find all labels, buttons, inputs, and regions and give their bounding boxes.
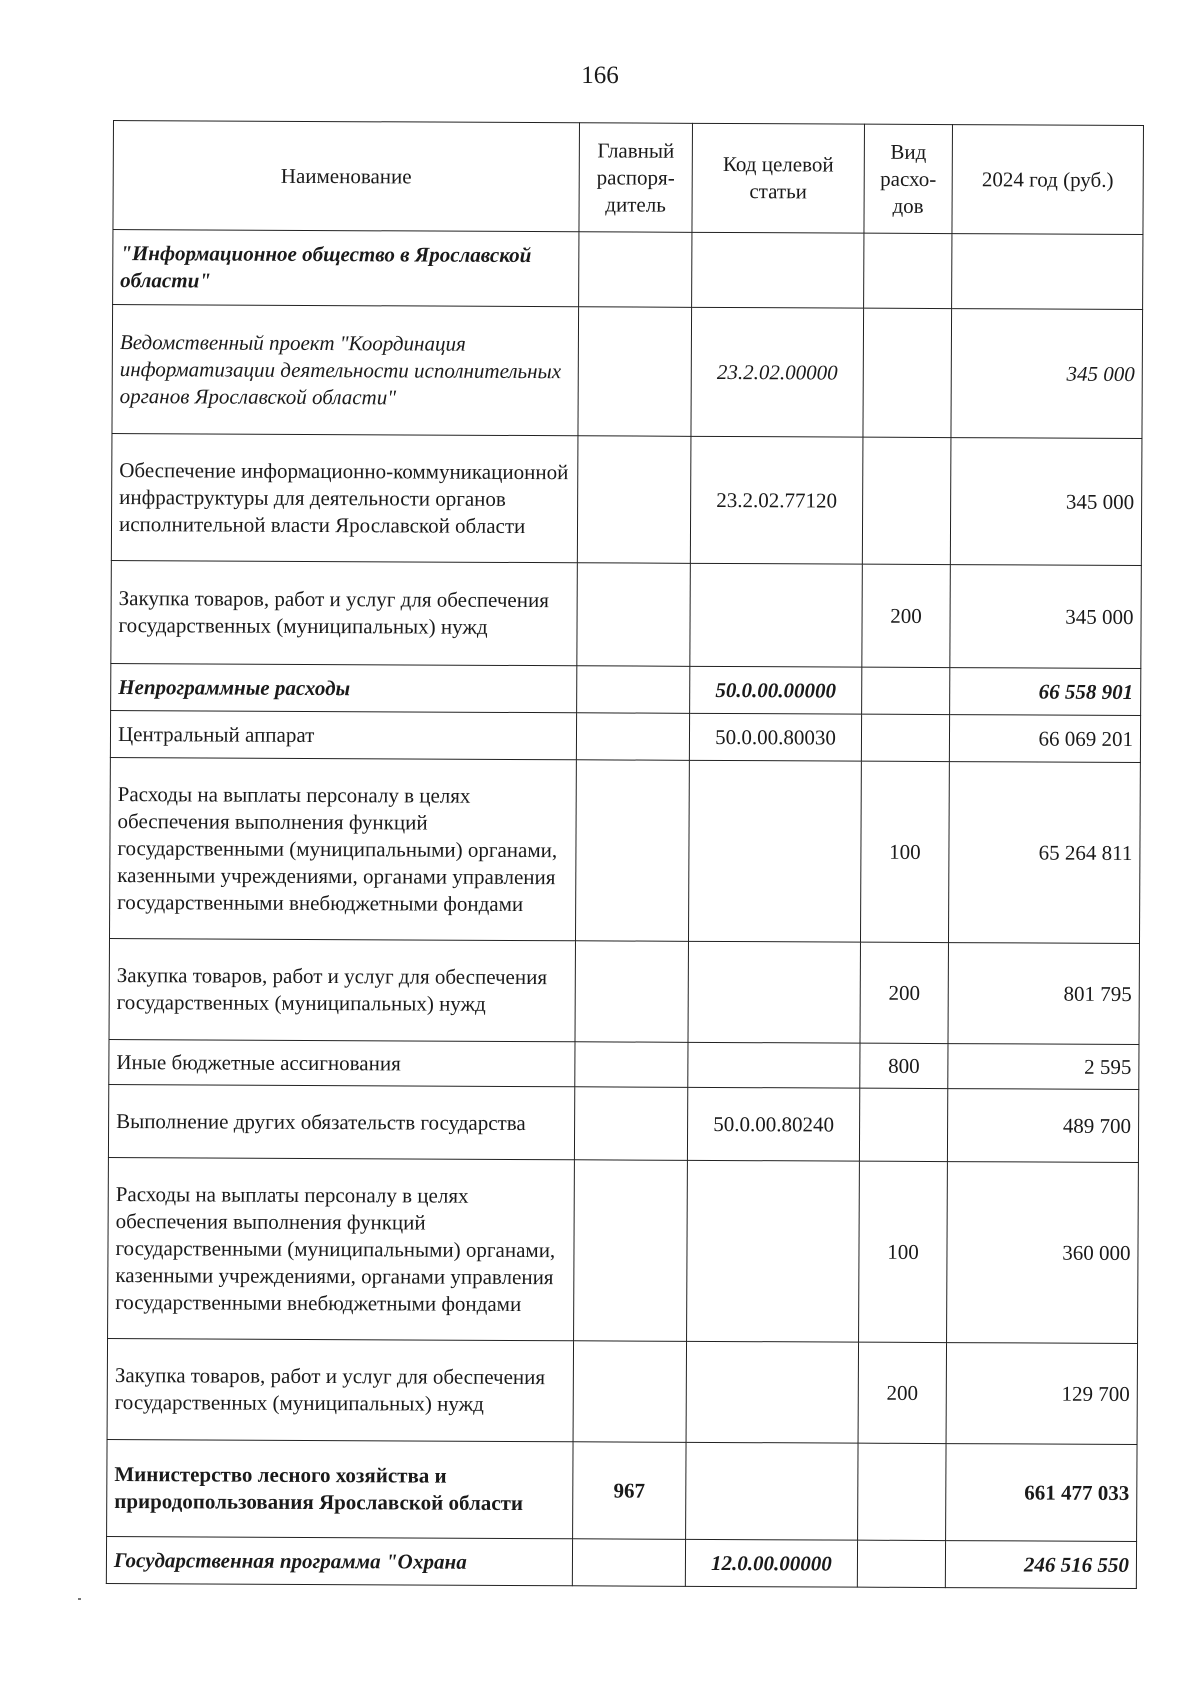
table-row (112, 305, 1143, 439)
cell-target-code: 50.0.00.00000 (690, 666, 862, 714)
cell-amount: 661 477 033 (946, 1444, 1137, 1542)
cell-main-manager (575, 941, 688, 1043)
header-amount-2024: 2024 год (руб.) (952, 125, 1144, 235)
cell-amount: 345 000 (950, 438, 1142, 566)
cell-main-manager (575, 760, 689, 942)
table-row (106, 1536, 1136, 1588)
table-row (111, 663, 1141, 715)
cell-name: Непрограммные расходы (111, 663, 577, 712)
page-number: 166 (581, 62, 619, 89)
cell-target-code: 50.0.00.80030 (689, 713, 861, 761)
cell-expense-kind (862, 667, 950, 714)
cell-expense-kind (864, 233, 952, 308)
cell-name: Центральный аппарат (110, 710, 576, 759)
cell-target-code: 23.2.02.77120 (690, 436, 863, 564)
cell-target-code (692, 232, 864, 308)
table-row (107, 1338, 1137, 1444)
header-name: Наименование (113, 121, 580, 232)
cell-amount: 66 069 201 (949, 715, 1140, 763)
cell-expense-kind: 200 (860, 942, 948, 1043)
cell-amount: 65 264 811 (948, 762, 1140, 944)
cell-target-code (686, 1442, 858, 1540)
cell-amount: 801 795 (948, 943, 1139, 1045)
cell-name: Иные бюджетные ассигнования (109, 1039, 575, 1086)
table-row (109, 1039, 1139, 1089)
cell-amount: 129 700 (946, 1343, 1137, 1445)
cell-amount: 2 595 (948, 1044, 1139, 1090)
cell-main-manager: 967 (573, 1442, 686, 1540)
header-target-code: Код целевой статьи (692, 123, 865, 233)
table-row (108, 1157, 1139, 1343)
cell-target-code (687, 1160, 860, 1342)
cell-main-manager (572, 1539, 685, 1587)
cell-name: Обеспечение информационно-коммуникационной инфраструктуры для деятельности органов исполнительной власти Ярославской области (111, 433, 578, 562)
cell-main-manager (577, 436, 691, 564)
cell-amount: 345 000 (950, 565, 1142, 669)
cell-name: Государственная программа "Охрана (106, 1536, 572, 1585)
cell-target-code (688, 1042, 860, 1088)
cell-target-code (688, 941, 860, 1043)
cell-target-code: 12.0.00.00000 (685, 1539, 857, 1587)
cell-main-manager (575, 1042, 688, 1088)
cell-expense-kind: 100 (860, 761, 949, 942)
cell-target-code: 23.2.02.00000 (691, 307, 864, 437)
budget-table (106, 120, 1144, 1589)
cell-name: Расходы на выплаты персоналу в целях обеспечения выполнения функций государственными (муниципальными) органами, казенными учреждениями, органами управления государственными внебюджетными фондами (108, 1157, 575, 1340)
header-main-manager: Главный распоря-дитель (579, 123, 693, 233)
header-expense-kind: Вид расхо-дов (864, 124, 953, 233)
cell-main-manager (573, 1341, 686, 1443)
cell-expense-kind: 800 (860, 1043, 948, 1088)
cell-amount (952, 234, 1143, 310)
cell-amount: 246 516 550 (945, 1541, 1136, 1589)
table-row (113, 230, 1143, 310)
cell-main-manager (576, 713, 689, 761)
table-row (107, 1439, 1137, 1541)
cell-main-manager (574, 1160, 688, 1342)
cell-expense-kind: 100 (859, 1161, 948, 1342)
cell-amount: 345 000 (951, 309, 1143, 439)
table-row (110, 710, 1140, 762)
table-row (108, 1084, 1138, 1162)
cell-amount: 66 558 901 (950, 668, 1141, 716)
cell-name: Ведомственный проект "Координация информатизации деятельности исполнительных органов Ярославской области" (112, 305, 579, 436)
cell-amount: 489 700 (947, 1089, 1138, 1163)
cell-name: Выполнение других обязательств государства (108, 1084, 574, 1159)
scan-speck (78, 1598, 81, 1600)
cell-expense-kind: 200 (862, 564, 951, 667)
cell-name: Закупка товаров, работ и услуг для обеспечения государственных (муниципальных) нужд (109, 938, 575, 1041)
table-row (111, 433, 1142, 565)
cell-expense-kind (863, 308, 952, 437)
cell-name: Расходы на выплаты персоналу в целях обеспечения выполнения функций государственными (муниципальными) органами, казенными учреждениями, органами управления государственными внебюджетными фондами (110, 757, 577, 940)
cell-amount: 360 000 (947, 1162, 1139, 1344)
cell-expense-kind (857, 1540, 945, 1587)
table-row (110, 757, 1141, 943)
cell-main-manager (579, 232, 692, 308)
cell-target-code (686, 1341, 858, 1443)
table-header-row (113, 121, 1144, 235)
cell-expense-kind: 200 (858, 1342, 946, 1443)
cell-main-manager (577, 666, 690, 714)
cell-target-code: 50.0.00.80240 (687, 1087, 859, 1161)
budget-table-wrapper (106, 120, 1143, 1589)
cell-expense-kind (862, 437, 951, 564)
cell-name: Закупка товаров, работ и услуг для обеспечения государственных (муниципальных) нужд (111, 560, 577, 665)
cell-name: "Информационное общество в Ярославской области" (113, 230, 579, 307)
cell-main-manager (577, 563, 691, 667)
cell-expense-kind (861, 714, 949, 761)
cell-main-manager (574, 1087, 687, 1161)
table-row (109, 938, 1139, 1044)
cell-target-code (688, 760, 861, 942)
table-row (111, 560, 1141, 668)
cell-expense-kind (859, 1088, 947, 1161)
cell-expense-kind (858, 1443, 946, 1540)
cell-target-code (690, 563, 863, 667)
cell-main-manager (578, 307, 692, 437)
cell-name: Закупка товаров, работ и услуг для обеспечения государственных (муниципальных) нужд (107, 1338, 573, 1441)
cell-name: Министерство лесного хозяйства и природопользования Ярославской области (107, 1439, 573, 1538)
